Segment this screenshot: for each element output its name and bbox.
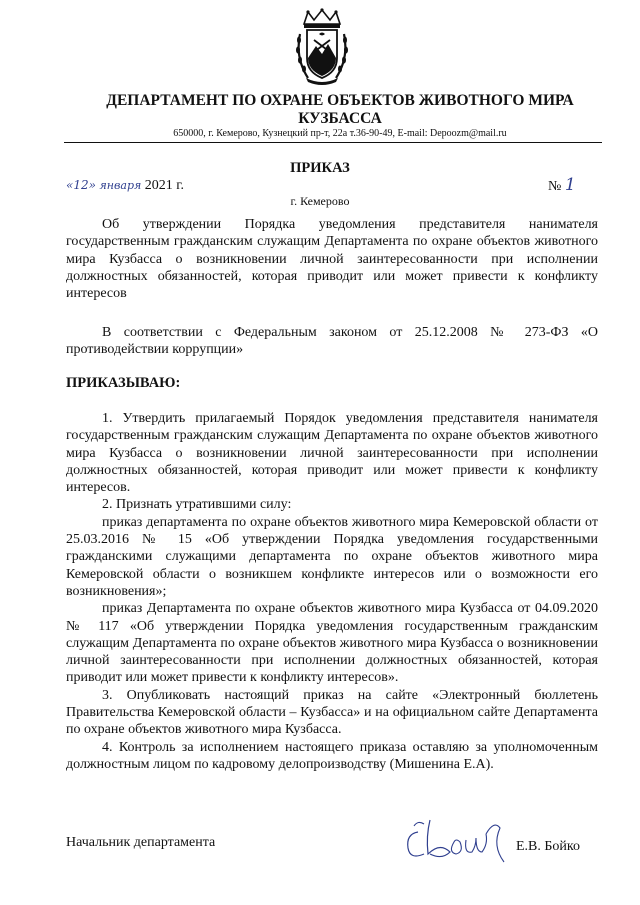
date-open-quote: «: [66, 178, 74, 192]
organization-name-line2: КУЗБАССА: [298, 110, 382, 127]
organization-address: 650000, г. Кемерово, Кузнецкий пр-т, 22а т.36-90-49, E-mail: Depoozm@mail.ru: [173, 128, 507, 139]
order-item-2a: приказ департамента по охране объектов животного мира Кемеровской области от 25.03.2016 № 15 «Об утверждении Порядка уведомления государственными гражданскими служащими департамента по охране объектов животного мира Кемеровской области о возникшем конфликте интересов или о возможности его возникновения»;: [66, 514, 598, 599]
legal-basis: В соответствии с Федеральным законом от 25.12.2008 № 273-ФЗ «О противодействии коррупции»: [66, 325, 598, 358]
order-items: [66, 410, 598, 773]
handwritten-signature: [400, 812, 510, 868]
date-close-quote: »: [88, 178, 96, 192]
document-number: [548, 177, 576, 195]
signatory-position: Начальник департамента: [66, 835, 216, 850]
signatory-name: Е.В. Бойко: [516, 839, 581, 854]
number-value-handwritten: 1: [564, 175, 576, 195]
order-heading: ПРИКАЗЫВАЮ:: [66, 375, 181, 391]
order-item-4: 4. Контроль за исполнением настоящего приказа оставляю за уполномоченным должностным лицом по кадровому делопроизводству (Мишенина Е.А).: [66, 739, 598, 772]
coat-of-arms-emblem: [294, 8, 350, 86]
document-subject: Об утверждении Порядка уведомления представителя нанимателя государственным гражданским служащим Департамента по охране объектов животного мира Кузбасса о возникновении личной заинтересованности при исполнении должностных обязанностей, которая приводит или может привести к конфликту интересов: [66, 217, 598, 302]
date-year: 2021 г.: [144, 178, 184, 193]
order-item-1: 1. Утвердить прилагаемый Порядок уведомления представителя нанимателя государственным гражданским служащим Департамента по охране объектов животного мира Кузбасса о возникновении личной заинтересованности при исполнении должностных обязанностей, которая приводит или может привести к конфликту интересов.: [66, 411, 598, 496]
document-city: г. Кемерово: [290, 194, 350, 208]
order-item-2: 2. Признать утратившими силу:: [102, 497, 292, 513]
number-label: №: [548, 179, 562, 194]
date-month-handwritten: января: [99, 179, 142, 192]
document-date: [66, 177, 184, 194]
date-day-handwritten: 12: [73, 178, 89, 192]
organization-name-line1: ДЕПАРТАМЕНТ ПО ОХРАНЕ ОБЪЕКТОВ ЖИВОТНОГО МИРА: [106, 92, 574, 109]
order-item-3: 3. Опубликовать настоящий приказ на сайте «Электронный бюллетень Правительства Кемеровской области – Кузбасса» и на официальном сайте Департамента по охране объектов животного мира Кузбасса.: [66, 687, 598, 738]
document-type-title: ПРИКАЗ: [290, 160, 350, 176]
header-divider: [64, 142, 602, 143]
order-item-2b: приказ Департамента по охране объектов животного мира Кузбасса от 04.09.2020 № 117 «Об утверждении Порядка уведомления государственным гражданским служащим Департамента по охране объектов животного мира Кузбасса о возникновении личной заинтересованности при исполнении должностных обязанностей, которая приводит или может привести к конфликту интересов».: [66, 601, 598, 686]
